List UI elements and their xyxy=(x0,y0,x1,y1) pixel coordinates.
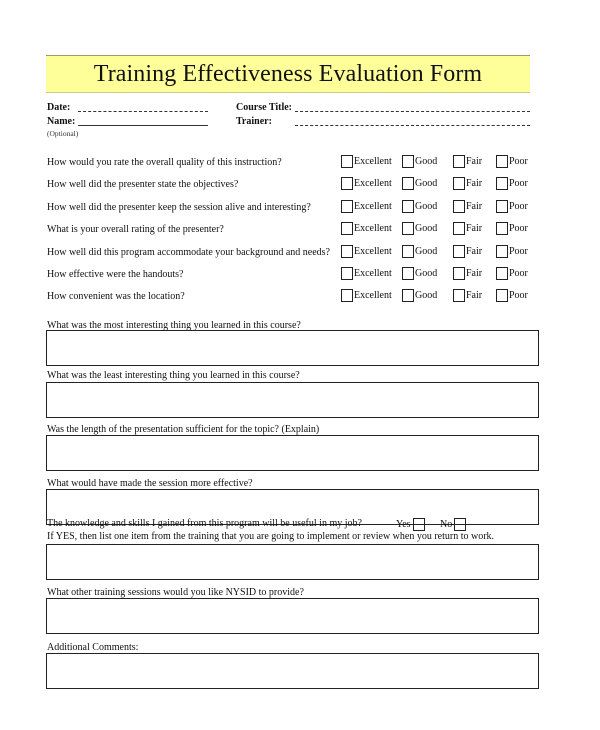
rating-option-excellent[interactable] xyxy=(341,222,392,235)
fair-label: Fair xyxy=(466,246,483,257)
optional-note: (Optional) xyxy=(47,129,79,138)
excellent-checkbox[interactable] xyxy=(341,222,353,235)
rating-option-good[interactable] xyxy=(402,289,437,302)
name-field[interactable] xyxy=(78,125,208,126)
poor-checkbox[interactable] xyxy=(496,155,508,168)
yes-checkbox[interactable] xyxy=(413,518,425,531)
poor-label: Poor xyxy=(509,156,528,167)
poor-label: Poor xyxy=(509,201,528,212)
fair-checkbox[interactable] xyxy=(453,267,465,280)
good-label: Good xyxy=(415,290,438,301)
date-field[interactable] xyxy=(78,111,208,112)
rating-option-fair[interactable] xyxy=(453,177,482,190)
rating-option-good[interactable] xyxy=(402,222,437,235)
rating-question: How well did the presenter state the objectives? xyxy=(47,179,239,190)
excellent-checkbox[interactable] xyxy=(341,177,353,190)
rating-question: How well did the presenter keep the session alive and interesting? xyxy=(47,202,311,213)
fair-checkbox[interactable] xyxy=(453,222,465,235)
rating-option-fair[interactable] xyxy=(453,267,482,280)
poor-checkbox[interactable] xyxy=(496,289,508,302)
course-title-field[interactable] xyxy=(295,111,530,112)
poor-checkbox[interactable] xyxy=(496,177,508,190)
rating-option-poor[interactable] xyxy=(496,245,528,258)
rating-option-fair[interactable] xyxy=(453,222,482,235)
fair-checkbox[interactable] xyxy=(453,289,465,302)
no-label: No xyxy=(440,519,453,530)
question-presentation-length: Was the length of the presentation sufficient for the topic? (Explain) xyxy=(47,424,320,435)
fair-label: Fair xyxy=(466,156,483,167)
answer-box-most-interesting[interactable] xyxy=(46,330,539,366)
rating-option-poor[interactable] xyxy=(496,200,528,213)
good-checkbox[interactable] xyxy=(402,200,414,213)
good-label: Good xyxy=(415,246,438,257)
answer-box-least-interesting[interactable] xyxy=(46,382,539,418)
good-checkbox[interactable] xyxy=(402,289,414,302)
rating-option-fair[interactable] xyxy=(453,245,482,258)
fair-checkbox[interactable] xyxy=(453,200,465,213)
fair-label: Fair xyxy=(466,178,483,189)
form-title: Training Effectiveness Evaluation Form xyxy=(46,55,530,93)
no-checkbox[interactable] xyxy=(454,518,466,531)
good-checkbox[interactable] xyxy=(402,155,414,168)
rating-option-fair[interactable] xyxy=(453,155,482,168)
excellent-label: Excellent xyxy=(354,178,392,189)
rating-question: How effective were the handouts? xyxy=(47,269,184,280)
good-label: Good xyxy=(415,201,438,212)
trainer-label: Trainer: xyxy=(236,116,272,127)
rating-question: How convenient was the location? xyxy=(47,291,185,302)
question-other-sessions: What other training sessions would you like NYSID to provide? xyxy=(47,587,304,598)
excellent-checkbox[interactable] xyxy=(341,245,353,258)
rating-question: How well did this program accommodate your background and needs? xyxy=(47,247,330,258)
rating-option-excellent[interactable] xyxy=(341,155,392,168)
poor-checkbox[interactable] xyxy=(496,200,508,213)
excellent-checkbox[interactable] xyxy=(341,200,353,213)
rating-option-fair[interactable] xyxy=(453,200,482,213)
rating-option-good[interactable] xyxy=(402,245,437,258)
poor-label: Poor xyxy=(509,268,528,279)
rating-option-excellent[interactable] xyxy=(341,245,392,258)
good-label: Good xyxy=(415,223,438,234)
rating-question: What is your overall rating of the presenter? xyxy=(47,224,224,235)
answer-box-additional-comments[interactable] xyxy=(46,653,539,689)
fair-checkbox[interactable] xyxy=(453,177,465,190)
poor-label: Poor xyxy=(509,246,528,257)
question-useful-in-job: The knowledge and skills I gained from this program will be useful in my job? xyxy=(47,518,362,529)
rating-option-excellent[interactable] xyxy=(341,289,392,302)
rating-option-good[interactable] xyxy=(402,200,437,213)
excellent-label: Excellent xyxy=(354,268,392,279)
excellent-checkbox[interactable] xyxy=(341,289,353,302)
poor-label: Poor xyxy=(509,223,528,234)
rating-option-fair[interactable] xyxy=(453,289,482,302)
poor-label: Poor xyxy=(509,178,528,189)
rating-option-good[interactable] xyxy=(402,155,437,168)
good-checkbox[interactable] xyxy=(402,177,414,190)
answer-box-implement-item[interactable] xyxy=(46,544,539,580)
fair-label: Fair xyxy=(466,201,483,212)
fair-label: Fair xyxy=(466,223,483,234)
poor-checkbox[interactable] xyxy=(496,245,508,258)
rating-option-poor[interactable] xyxy=(496,267,528,280)
name-label: Name: xyxy=(47,116,76,127)
rating-option-good[interactable] xyxy=(402,177,437,190)
rating-question: How would you rate the overall quality of this instruction? xyxy=(47,157,282,168)
date-label: Date: xyxy=(47,102,71,113)
poor-checkbox[interactable] xyxy=(496,222,508,235)
rating-option-excellent[interactable] xyxy=(341,267,392,280)
rating-option-poor[interactable] xyxy=(496,177,528,190)
answer-box-other-sessions[interactable] xyxy=(46,598,539,634)
rating-option-excellent[interactable] xyxy=(341,200,392,213)
good-checkbox[interactable] xyxy=(402,245,414,258)
good-label: Good xyxy=(415,156,438,167)
question-most-interesting: What was the most interesting thing you learned in this course? xyxy=(47,320,301,331)
rating-option-poor[interactable] xyxy=(496,155,528,168)
fair-checkbox[interactable] xyxy=(453,155,465,168)
fair-checkbox[interactable] xyxy=(453,245,465,258)
fair-label: Fair xyxy=(466,290,483,301)
good-label: Good xyxy=(415,268,438,279)
rating-option-poor[interactable] xyxy=(496,289,528,302)
rating-option-excellent[interactable] xyxy=(341,177,392,190)
excellent-checkbox[interactable] xyxy=(341,267,353,280)
good-label: Good xyxy=(415,178,438,189)
rating-option-poor[interactable] xyxy=(496,222,528,235)
course-title-label: Course Title: xyxy=(236,102,293,113)
good-checkbox[interactable] xyxy=(402,267,414,280)
excellent-label: Excellent xyxy=(354,156,392,167)
excellent-label: Excellent xyxy=(354,246,392,257)
question-more-effective: What would have made the session more effective? xyxy=(47,478,253,489)
poor-label: Poor xyxy=(509,290,528,301)
rating-option-good[interactable] xyxy=(402,267,437,280)
excellent-checkbox[interactable] xyxy=(341,155,353,168)
excellent-label: Excellent xyxy=(354,290,392,301)
additional-comments-label: Additional Comments: xyxy=(47,642,139,653)
answer-box-presentation-length[interactable] xyxy=(46,435,539,471)
trainer-field[interactable] xyxy=(295,125,530,126)
yes-label: Yes xyxy=(396,519,411,530)
excellent-label: Excellent xyxy=(354,201,392,212)
question-least-interesting: What was the least interesting thing you learned in this course? xyxy=(47,370,300,381)
fair-label: Fair xyxy=(466,268,483,279)
excellent-label: Excellent xyxy=(354,223,392,234)
question-implement-item: If YES, then list one item from the training that you are going to implement or review when you return to work. xyxy=(47,531,495,542)
poor-checkbox[interactable] xyxy=(496,267,508,280)
good-checkbox[interactable] xyxy=(402,222,414,235)
